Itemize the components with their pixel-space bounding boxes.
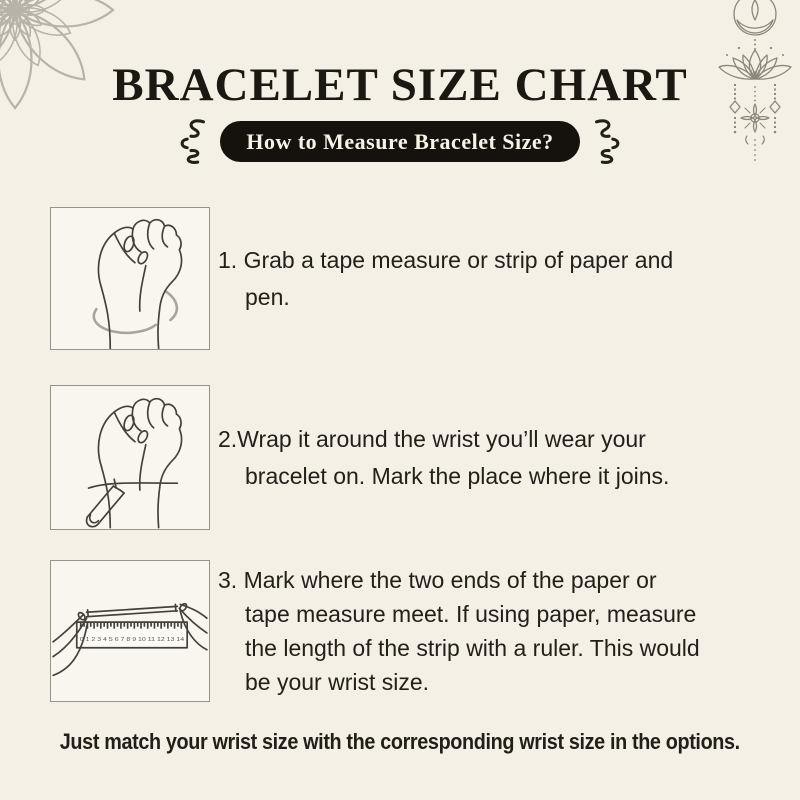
footer-note: Just match your wrist size with the corresponding wrist size in the options. [59,729,741,754]
page-title: BRACELET SIZE CHART [112,59,688,111]
step-2-line-2: bracelet on. Mark the place where it joins. [245,462,670,489]
step-2 [50,385,770,530]
how-to-measure-badge: How to Measure Bracelet Size? [220,121,579,162]
step-2-text [218,385,766,530]
flourish-right-icon [591,118,627,164]
step-1 [50,207,770,350]
hands-with-ruler-illustration [51,561,209,701]
step-3-line-1: 3. Mark where the two ends of the paper or [218,567,657,593]
step-3-line-4: be your wrist size. [245,669,430,695]
step-3-text [218,560,766,702]
badge-row [0,118,800,164]
flourish-left-icon [173,118,209,164]
step-3-line-3: the length of the strip with a ruler. This would [245,635,700,661]
step-3-line-2: tape measure meet. If using paper, measure [245,601,697,627]
step-1-line-1: 1. Grab a tape measure or strip of paper and [218,246,674,273]
step-1-line-2: pen. [245,283,290,310]
step-2-illustration-box [50,385,210,530]
step-1-text [218,207,766,350]
step-3 [50,560,770,702]
step-2-line-1: 2.Wrap it around the wrist you’ll wear your [218,425,646,452]
step-1-illustration-box [50,207,210,350]
fist-with-tape-measure-illustration [51,208,209,349]
ruler-numbers: 0 1 2 3 4 5 6 7 8 9 10 11 12 13 14 [79,636,185,643]
fist-with-pen-marking-illustration [51,386,209,529]
step-3-illustration-box [50,560,210,702]
footer-note-row [0,729,800,755]
